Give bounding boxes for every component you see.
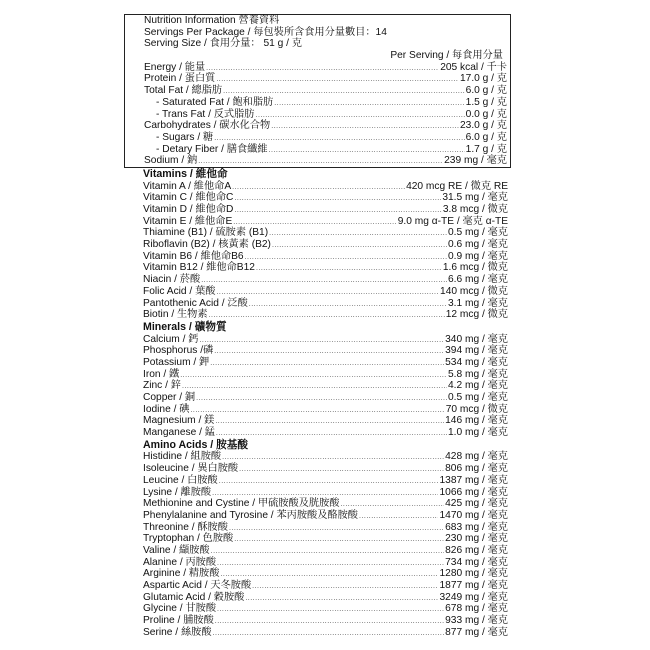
nutrient-value: 1.6 mcg / 微克 bbox=[442, 262, 508, 274]
nutrient-row bbox=[143, 274, 508, 286]
nutrition-panel bbox=[143, 14, 508, 638]
nutrient-row bbox=[143, 592, 508, 604]
nutrient-label: Serine / 絲胺酸 bbox=[143, 626, 212, 638]
dot-leader bbox=[269, 145, 465, 157]
dot-leader bbox=[216, 74, 459, 86]
nutrient-value: 230 mg / 毫克 bbox=[445, 533, 508, 545]
nutrient-row bbox=[144, 155, 507, 167]
nutrient-row bbox=[143, 451, 508, 463]
nutrient-value: 1877 mg / 毫克 bbox=[439, 580, 508, 591]
nutrient-value: 140 mcg / 微克 bbox=[440, 285, 508, 297]
nutrient-row bbox=[143, 510, 508, 522]
nutrient-value: 394 mg / 毫克 bbox=[445, 345, 508, 357]
nutrient-value: 0.5 mg / 毫克 bbox=[447, 392, 508, 403]
dot-leader bbox=[211, 546, 445, 558]
nutrient-row bbox=[143, 251, 508, 263]
nutrient-row bbox=[143, 345, 508, 357]
nutrient-value: 205 kcal / 千卡 bbox=[440, 61, 507, 73]
dot-leader bbox=[182, 381, 447, 393]
dot-leader bbox=[245, 593, 438, 605]
dot-leader bbox=[210, 358, 444, 370]
servings-per-package: Servings Per Package / 每包裝所含食用分量數目：14 bbox=[144, 26, 387, 38]
nutrient-label: Protein / 蛋白質 bbox=[144, 73, 216, 85]
nutrient-label: Sodium / 鈉 bbox=[144, 155, 198, 167]
nutrient-value: 6.6 mg / 毫克 bbox=[447, 274, 508, 286]
dot-leader bbox=[256, 110, 465, 122]
nutrient-label: Leucine / 白胺酸 bbox=[143, 474, 218, 486]
nutrient-label: Iodine / 碘 bbox=[143, 403, 190, 415]
nutrient-label: Threonine / 酥胺酸 bbox=[143, 521, 228, 533]
nutrient-value: 683 mg / 毫克 bbox=[445, 521, 508, 533]
nutrient-label: Manganese / 錳 bbox=[143, 427, 215, 439]
dot-leader bbox=[256, 263, 442, 275]
nutrient-label: Valine / 纈胺酸 bbox=[143, 544, 210, 556]
vitamin-rows bbox=[143, 181, 508, 321]
nutrient-label: Vitamin A / 維他命A bbox=[143, 180, 232, 192]
dot-leader bbox=[216, 428, 447, 440]
dot-leader bbox=[214, 346, 444, 358]
dot-leader bbox=[219, 476, 439, 488]
dot-leader bbox=[199, 335, 444, 347]
nutrient-label: Glycine / 甘胺酸 bbox=[143, 603, 217, 615]
nutrient-row bbox=[143, 545, 508, 557]
dot-leader bbox=[196, 393, 447, 405]
nutrient-row bbox=[143, 227, 508, 239]
nutrient-label: Vitamin D / 維他命D bbox=[143, 204, 234, 215]
nutrient-label: Phosphorus /磷 bbox=[143, 345, 214, 357]
nutrient-label: Vitamin E / 維他命E bbox=[143, 215, 233, 227]
nutrient-value: 1280 mg / 毫克 bbox=[439, 568, 508, 580]
nutrient-row bbox=[143, 522, 508, 534]
dot-leader bbox=[232, 182, 405, 194]
dot-leader bbox=[249, 299, 447, 311]
nutrient-row bbox=[143, 357, 508, 369]
nutrient-label: Zinc / 鋅 bbox=[143, 380, 181, 392]
nutrient-row bbox=[143, 415, 508, 427]
dot-leader bbox=[215, 616, 444, 628]
nutrient-value: 1.0 mg / 毫克 bbox=[447, 427, 508, 439]
nutrient-label: Magnesium / 鎂 bbox=[143, 415, 215, 427]
nutrient-label: - Trans Fat / 反式脂肪 bbox=[156, 108, 255, 120]
nutrient-value: 12 mcg / 微克 bbox=[445, 309, 508, 321]
nutrient-label: Total Fat / 總脂肪 bbox=[144, 85, 223, 97]
dot-leader bbox=[216, 287, 439, 299]
nutrient-value: 146 mg / 毫克 bbox=[445, 415, 508, 427]
mineral-rows bbox=[143, 334, 508, 439]
nutrient-value: 3249 mg / 毫克 bbox=[439, 591, 508, 603]
nutrient-label: Vitamin B6 / 維他命B6 bbox=[143, 250, 244, 262]
nutrient-value: 3.1 mg / 毫克 bbox=[447, 297, 508, 309]
dot-leader bbox=[209, 310, 445, 322]
nutrient-value: 425 mg / 毫克 bbox=[445, 498, 508, 510]
nutrient-row bbox=[144, 85, 507, 97]
nutrient-row bbox=[143, 262, 508, 274]
nutrient-value: 0.5 mg / 毫克 bbox=[447, 227, 508, 239]
nutrition-summary-box bbox=[124, 14, 511, 168]
nutrient-value: 933 mg / 毫克 bbox=[445, 615, 508, 627]
nutrient-value: 17.0 g / 克 bbox=[459, 73, 507, 85]
amino-acid-rows bbox=[143, 451, 508, 638]
nutrient-value: 340 mg / 毫克 bbox=[445, 333, 508, 345]
nutrient-label: Lysine / 離胺酸 bbox=[143, 486, 212, 498]
nutrient-row bbox=[144, 73, 507, 85]
nutrient-label: Vitamin B12 / 維他命B12 bbox=[143, 262, 255, 274]
nutrient-row bbox=[143, 557, 508, 569]
nutrient-row bbox=[143, 309, 508, 321]
dot-leader bbox=[234, 534, 444, 546]
nutrient-value: 5.8 mg / 毫克 bbox=[447, 368, 508, 380]
nutrient-label: Niacin / 菸酸 bbox=[143, 274, 201, 286]
nutrient-row bbox=[143, 204, 508, 216]
nutrient-value: 420 mcg RE / 微克 RE bbox=[406, 180, 508, 192]
nutrient-row bbox=[143, 498, 508, 510]
nutrient-label: Carbohydrates / 碳水化合物 bbox=[144, 120, 271, 132]
nutrient-value: 1470 mg / 毫克 bbox=[439, 509, 508, 521]
nutrient-row bbox=[143, 298, 508, 310]
nutrient-row bbox=[143, 568, 508, 580]
dot-leader bbox=[213, 628, 445, 640]
nutrient-row bbox=[143, 533, 508, 545]
dot-leader bbox=[190, 405, 444, 417]
dot-leader bbox=[206, 63, 439, 75]
boxed-rows bbox=[144, 62, 507, 167]
nutrient-row bbox=[143, 615, 508, 627]
nutrient-value: 1066 mg / 毫克 bbox=[439, 486, 508, 498]
nutrient-row bbox=[143, 369, 508, 381]
nutrient-row bbox=[143, 427, 508, 439]
nutrient-row bbox=[143, 580, 508, 592]
nutrient-row bbox=[143, 475, 508, 487]
nutrient-label: - Detary Fiber / 膳食纖維 bbox=[156, 143, 268, 155]
amino-acids-heading: Amino Acids / 胺基酸 bbox=[143, 438, 248, 451]
nutrient-label: - Saturated Fat / 飽和脂肪 bbox=[156, 96, 274, 108]
serving-size: Serving Size / 食用分量： 51 g / 克 bbox=[144, 38, 302, 50]
dot-leader bbox=[217, 558, 444, 570]
nutrient-row bbox=[144, 62, 507, 74]
nutrient-label: Copper / 銅 bbox=[143, 392, 196, 403]
nutrient-label: Arginine / 精胺酸 bbox=[143, 568, 220, 580]
dot-leader bbox=[229, 523, 444, 535]
dot-leader bbox=[198, 156, 443, 168]
nutrient-value: 0.0 g / 克 bbox=[465, 108, 507, 120]
nutrient-label: Alanine / 丙胺酸 bbox=[143, 556, 217, 568]
nutrient-label: Biotin / 生物素 bbox=[143, 309, 208, 321]
nutrient-row bbox=[143, 181, 508, 193]
nutrient-label: - Sugars / 糖 bbox=[156, 131, 214, 143]
dot-leader bbox=[359, 511, 439, 523]
nutrient-row bbox=[143, 487, 508, 499]
nutrient-row bbox=[143, 392, 508, 404]
dot-leader bbox=[272, 240, 447, 252]
nutrient-row bbox=[143, 627, 508, 639]
nutrient-value: 1.7 g / 克 bbox=[465, 143, 507, 155]
nutrient-label: Phenylalanine and Tyrosine / 苯丙胺酸及酪胺酸 bbox=[143, 509, 358, 521]
nutrient-value: 0.9 mg / 毫克 bbox=[447, 250, 508, 262]
nutrient-row bbox=[143, 334, 508, 346]
nutrient-label: Vitamin C / 維他命C bbox=[143, 192, 234, 204]
nutrient-label: Folic Acid / 葉酸 bbox=[143, 285, 216, 297]
nutrient-value: 70 mcg / 微克 bbox=[445, 403, 508, 415]
nutrient-label: Aspartic Acid / 天冬胺酸 bbox=[143, 580, 252, 591]
per-serving-heading: Per Serving / 每食用分量 bbox=[390, 50, 503, 62]
dot-leader bbox=[217, 604, 444, 616]
nutrient-row bbox=[143, 404, 508, 416]
nutrient-label: Tryptophan / 色胺酸 bbox=[143, 533, 234, 545]
nutrient-value: 534 mg / 毫克 bbox=[445, 356, 508, 368]
nutrient-value: 806 mg / 毫克 bbox=[445, 463, 508, 475]
panel-title: Nutrition Information 營養資料 bbox=[144, 15, 280, 26]
nutrient-row bbox=[143, 239, 508, 251]
dot-leader bbox=[252, 581, 438, 593]
nutrient-value: 9.0 mg α-TE / 毫克 α-TE bbox=[397, 215, 508, 227]
nutrient-value: 6.0 g / 克 bbox=[465, 85, 507, 97]
nutrient-label: Methionine and Cystine / 甲硫胺酸及胱胺酸 bbox=[143, 498, 340, 510]
nutrient-row bbox=[144, 109, 507, 121]
nutrient-row bbox=[143, 603, 508, 615]
nutrient-label: Glutamic Acid / 穀胺酸 bbox=[143, 591, 245, 603]
nutrient-label: Iron / 鐵 bbox=[143, 368, 180, 380]
vitamins-heading: Vitamins / 維他命 bbox=[143, 167, 228, 180]
dot-leader bbox=[271, 121, 459, 133]
nutrient-row bbox=[144, 120, 507, 132]
nutrient-value: 4.2 mg / 毫克 bbox=[447, 380, 508, 392]
nutrient-label: Riboflavin (B2) / 核黃素 (B2) bbox=[143, 239, 271, 251]
nutrient-label: Potassium / 鉀 bbox=[143, 356, 210, 368]
dot-leader bbox=[274, 98, 464, 110]
nutrient-label: Histidine / 組胺酸 bbox=[143, 451, 222, 463]
nutrient-row bbox=[143, 286, 508, 298]
nutrient-label: Proline / 脯胺酸 bbox=[143, 615, 214, 627]
nutrient-value: 1387 mg / 毫克 bbox=[439, 474, 508, 486]
nutrient-label: Thiamine (B1) / 硫胺素 (B1) bbox=[143, 227, 269, 239]
nutrient-value: 1.5 g / 克 bbox=[465, 96, 507, 108]
nutrient-value: 3.8 mcg / 微克 bbox=[442, 204, 508, 215]
nutrient-label: Calcium / 鈣 bbox=[143, 333, 199, 345]
dot-leader bbox=[180, 370, 447, 382]
nutrient-value: 826 mg / 毫克 bbox=[445, 544, 508, 556]
dot-leader bbox=[220, 569, 438, 581]
nutrient-value: 877 mg / 毫克 bbox=[445, 626, 508, 638]
nutrient-value: 734 mg / 毫克 bbox=[445, 556, 508, 568]
nutrient-value: 31.5 mg / 毫克 bbox=[442, 192, 508, 204]
dot-leader bbox=[234, 193, 441, 205]
dot-leader bbox=[269, 228, 447, 240]
nutrient-value: 23.0 g / 克 bbox=[459, 120, 507, 132]
nutrient-value: 239 mg / 毫克 bbox=[444, 155, 507, 167]
nutrient-label: Pantothenic Acid / 泛酸 bbox=[143, 297, 248, 309]
nutrient-row bbox=[143, 192, 508, 204]
nutrient-row bbox=[143, 380, 508, 392]
nutrient-value: 6.0 g / 克 bbox=[465, 131, 507, 143]
nutrient-row bbox=[144, 97, 507, 109]
nutrient-row bbox=[143, 463, 508, 475]
nutrient-value: 0.6 mg / 毫克 bbox=[447, 239, 508, 251]
dot-leader bbox=[245, 252, 447, 264]
dot-leader bbox=[239, 464, 444, 476]
nutrient-value: 428 mg / 毫克 bbox=[445, 451, 508, 463]
dot-leader bbox=[201, 275, 447, 287]
dot-leader bbox=[222, 452, 444, 464]
nutrient-label: Energy / 能量 bbox=[144, 61, 206, 73]
nutrient-row bbox=[144, 132, 507, 144]
nutrient-row bbox=[144, 144, 507, 156]
dot-leader bbox=[215, 416, 444, 428]
nutrient-row bbox=[143, 216, 508, 228]
nutrient-label: Isoleucine / 異白胺酸 bbox=[143, 463, 239, 475]
minerals-heading: Minerals / 礦物質 bbox=[143, 320, 227, 333]
nutrient-value: 678 mg / 毫克 bbox=[445, 603, 508, 615]
